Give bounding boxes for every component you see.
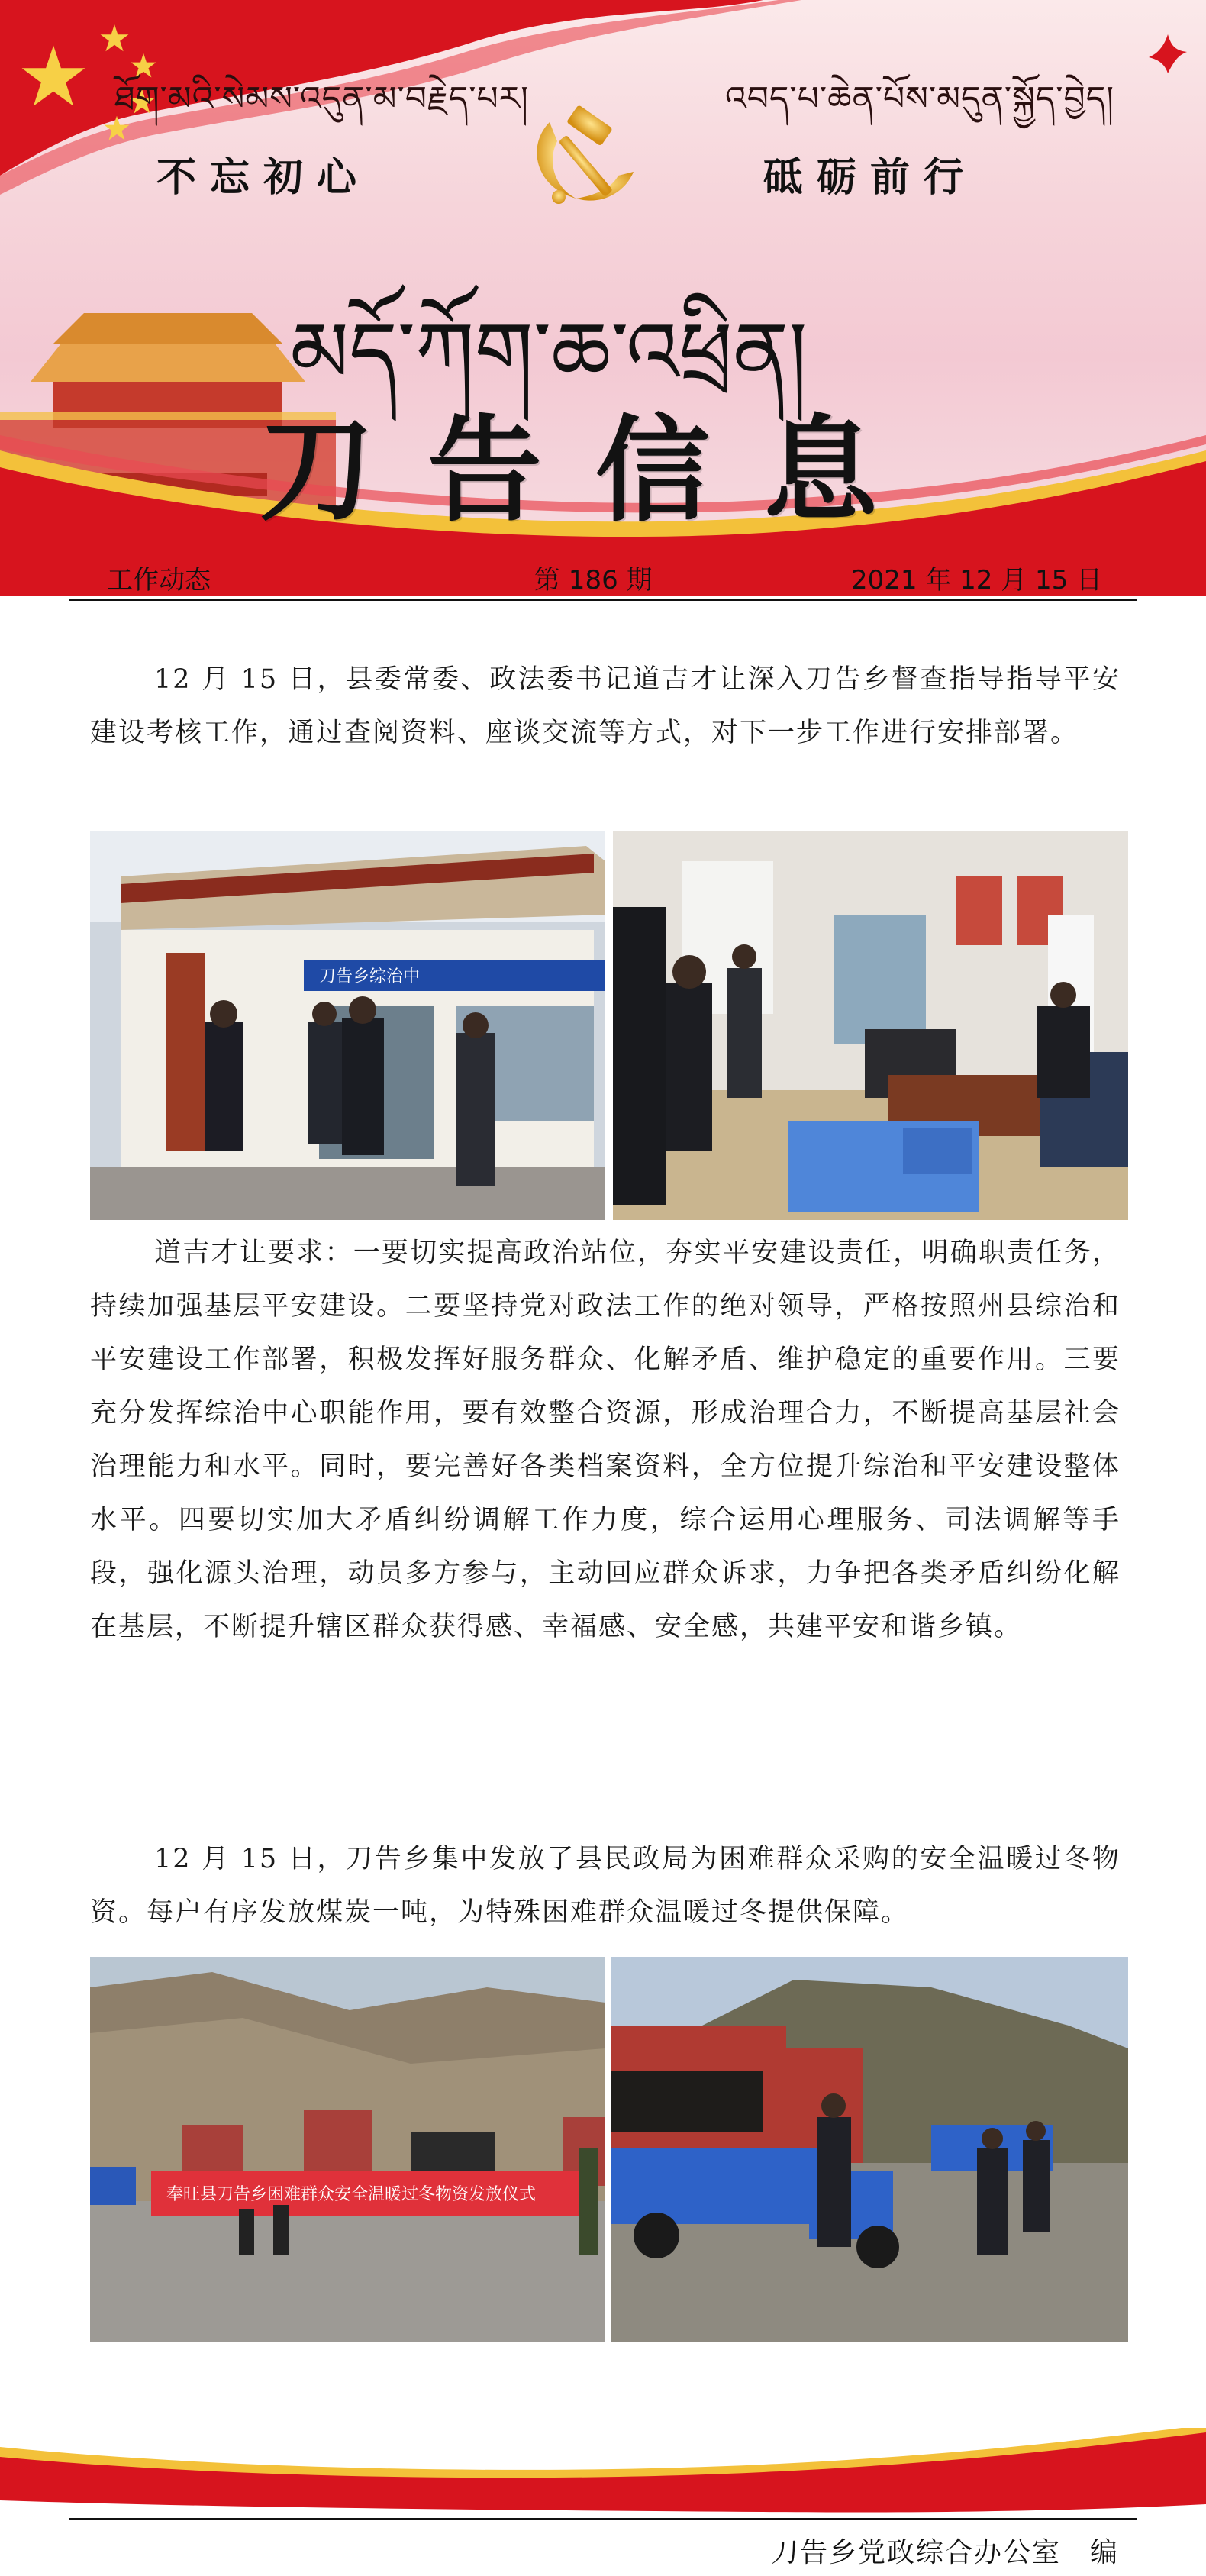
footer-divider (69, 2518, 1137, 2520)
paragraph-winter-supplies: 12 月 15 日，刀告乡集中发放了县民政局为困难群众采购的安全温暖过冬物资。每户有序发放煤炭一吨，为特殊困难群众温暖过冬提供保障。 (90, 1844, 1121, 1928)
issue-number: 第 186 期 (534, 565, 653, 596)
issue-date: 2021 年 12 月 15 日 (851, 565, 1103, 596)
header-divider (69, 599, 1137, 601)
slogan-right: 砥砺前行 (763, 154, 978, 201)
party-emblem-icon (504, 99, 656, 221)
tibetan-slogan-right: འབད་པ་ཆེན་པོས་མདུན་སྐྱོད་བྱེད། (725, 79, 1114, 118)
large-star-icon (19, 42, 88, 111)
paragraph-inspection: 12 月 15 日，县委常委、政法委书记道吉才让深入刀告乡督查指导指导平安建设考核工作，通过查阅资料、座谈交流等方式，对下一步工作进行安排部署。 (90, 664, 1121, 748)
ceremony-banner-text: 奉旺县刀告乡困难群众安全温暖过冬物资发放仪式 (166, 2185, 537, 2204)
section-label: 工作动态 (107, 565, 211, 596)
slogan-left: 不忘初心 (156, 154, 371, 201)
paragraph-requirements: 道吉才让要求：一要切实提高政治站位，夯实平安建设责任，明确职责任务，持续加强基层平安建设。二要坚持党对政法工作的绝对领导，严格按照州县综治和平安建设工作部署，积极发挥好服务群众、化解矛盾、维护稳定的重要作用。三要充分发挥综治中心职能作用，要有效整合资源，形成治理合力，不断提高基层社会治理能力和水平。同时，要完善好各类档案资料，全方位提升综治和平安建设整体水平。四要切实加大矛盾纠纷调解工作力度，综合运用心理服务、司法调解等手段，强化源头治理，动员多方参与，主动回应群众诉求，力争把各类矛盾纠纷化解在基层，不断提升辖区群众获得感、幸福感、安全感，共建平安和谐乡镇。 (90, 1238, 1121, 1642)
tibetan-slogan-left: ཐོག་མའི་སེམས་འདུན་མ་བརྗེད་པར། (114, 79, 529, 118)
footer-issuer: 刀告乡党政综合办公室 编 (771, 2537, 1120, 2568)
dove-icon (1145, 31, 1191, 76)
photo-government-building (90, 831, 605, 1220)
tibetan-title: མདོ་ཀོག་ཆ་འཕྲིན། (290, 304, 808, 402)
small-star-icon (99, 23, 130, 53)
photo-coal-trucks (611, 1957, 1128, 2342)
masthead-header (0, 0, 1206, 596)
photo-office-meeting (613, 831, 1128, 1220)
photo-distribution-ceremony (90, 1957, 605, 2342)
office-sign-text: 刀告乡综治中 (319, 967, 421, 986)
masthead-title: 刀告信息 (260, 405, 932, 537)
footer-ribbon-graphic (0, 2428, 1206, 2527)
